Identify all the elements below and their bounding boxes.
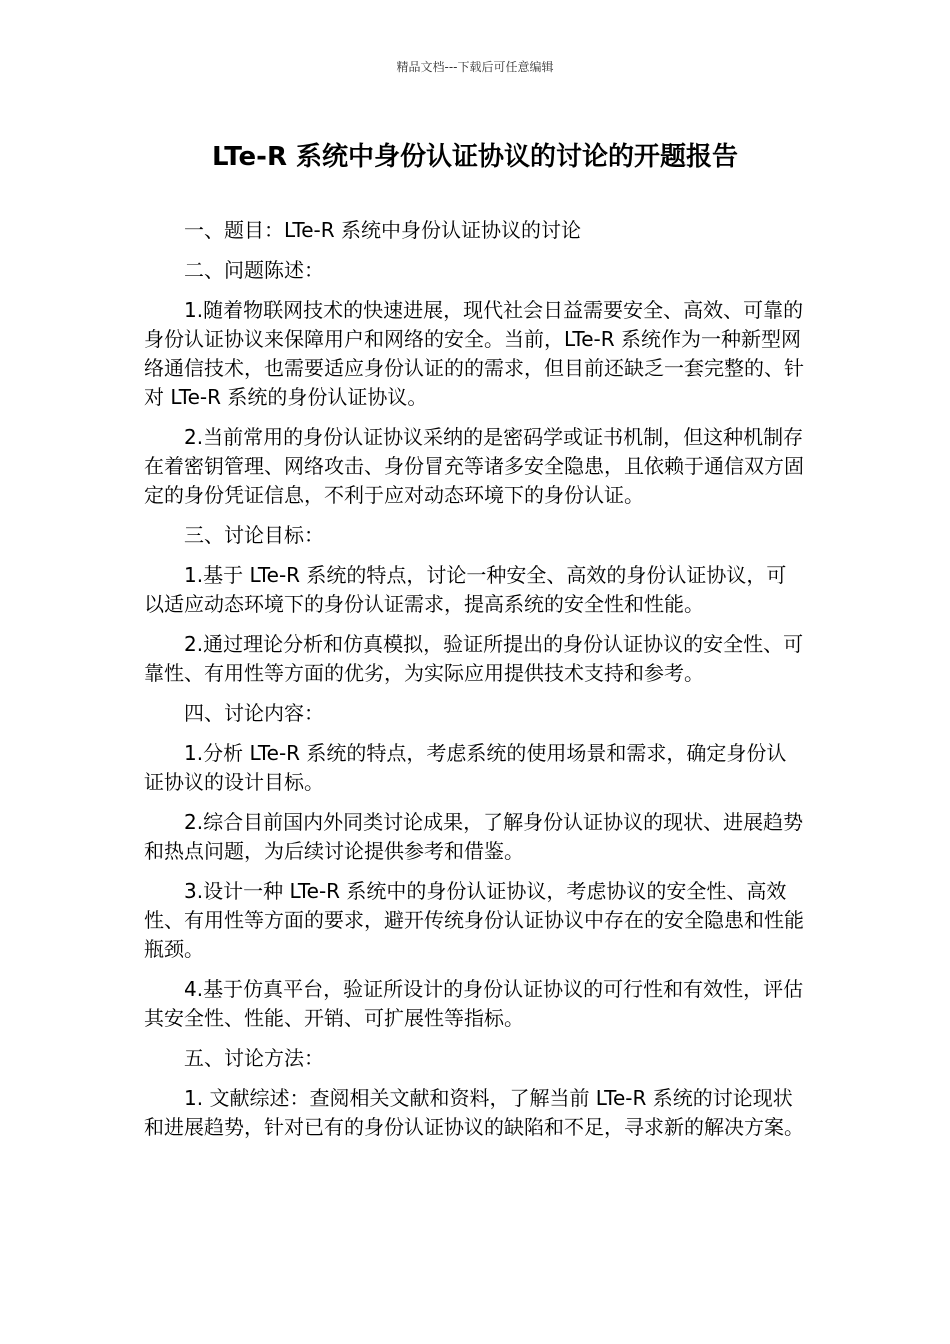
section-heading-topic: 一、题目：LTe-R 系统中身份认证协议的讨论 [184,218,581,242]
section-heading-methods: 五、讨论方法： [184,1046,324,1070]
document-body [144,216,806,1153]
section-heading-goals: 三、讨论目标： [184,523,324,547]
paragraph: 2.当前常用的身份认证协议采纳的是密码学或证书机制，但这种机制存在着密钥管理、网络攻击、身份冒充等诸多安全隐患，且依赖于通信双方固定的身份凭证信息，不利于应对动态环境下的身份认证。 [144,425,804,507]
paragraph: 3.设计一种 LTe-R 系统中的身份认证协议，考虑协议的安全性、高效性、有用性等方面的要求，避开传统身份认证协议中存在的安全隐患和性能瓶颈。 [144,879,804,961]
paragraph: 1. 文献综述：查阅相关文献和资料，了解当前 LTe-R 系统的讨论现状和进展趋势，针对已有的身份认证协议的缺陷和不足，寻求新的解决方案。 [144,1086,804,1139]
document-title: LTe-R 系统中身份认证协议的讨论的开题报告 [211,142,739,172]
paragraph: 1.分析 LTe-R 系统的特点，考虑系统的使用场景和需求，确定身份认证协议的设计目标。 [144,741,787,794]
paragraph: 2.通过理论分析和仿真模拟，验证所提出的身份认证协议的安全性、可靠性、有用性等方面的优劣，为实际应用提供技术支持和参考。 [144,632,804,685]
paragraph: 1.随着物联网技术的快速进展，现代社会日益需要安全、高效、可靠的身份认证协议来保障用户和网络的安全。当前，LTe-R 系统作为一种新型网络通信技术，也需要适应身份认证的的需求，但目前还缺乏一套完整的、针对 LTe-R 系统的身份认证协议。 [144,298,804,409]
section-heading-content: 四、讨论内容： [184,701,324,725]
section-heading-problem: 二、问题陈述： [184,258,324,282]
header-note: 精品文档---下载后可任意编辑 [396,60,554,74]
paragraph: 4.基于仿真平台，验证所设计的身份认证协议的可行性和有效性，评估其安全性、性能、开销、可扩展性等指标。 [144,977,804,1030]
paragraph: 2.综合目前国内外同类讨论成果，了解身份认证协议的现状、进展趋势和热点问题，为后续讨论提供参考和借鉴。 [144,810,804,863]
paragraph: 1.基于 LTe-R 系统的特点，讨论一种安全、高效的身份认证协议，可以适应动态环境下的身份认证需求，提高系统的安全性和性能。 [144,563,787,616]
